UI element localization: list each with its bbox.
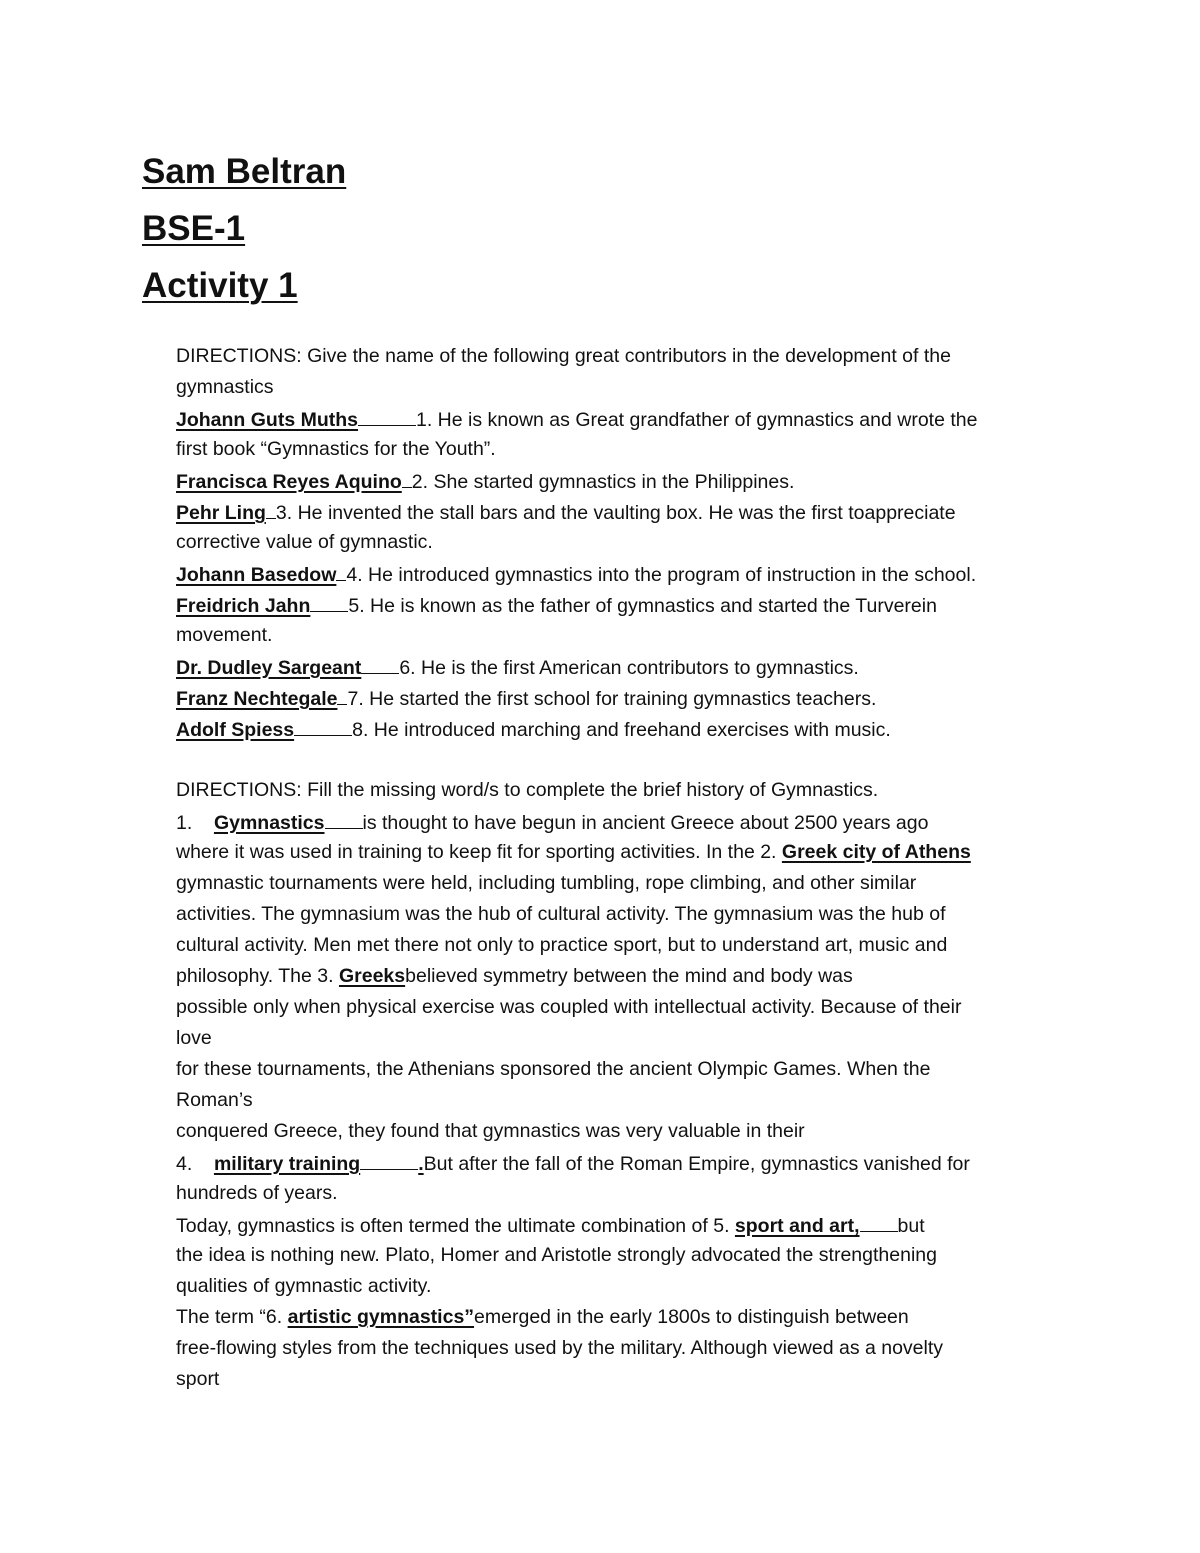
answer-blank [294,713,352,736]
student-name: Sam Beltran [142,152,347,191]
fill-answer: artistic gymnastics” [287,1306,475,1328]
history-line: qualities of gymnastic activity. [176,1275,432,1297]
answer-blank [266,496,276,519]
contributor-item-3 [176,496,1076,527]
contributor-clue-cont: corrective value of gymnastic. [176,531,433,553]
contributor-answer: Franz Nechtegale [176,688,338,710]
fill-answer: Greeks [338,965,406,987]
contributor-clue: 7. He started the first school for training gymnastics teachers. [347,688,877,710]
history-line: love [176,1027,212,1049]
part1-directions: DIRECTIONS: Give the name of the following great contributors in the development of the [176,345,951,367]
part1-directions-cont: gymnastics [176,376,274,398]
contributor-item-7 [176,682,1076,713]
contributor-clue: 3. He invented the stall bars and the vaulting box. He was the first toappreciate [275,502,956,524]
history-line [176,1302,1076,1333]
history-line: sport [176,1368,220,1390]
history-line: Roman’s [176,1089,253,1111]
history-line: possible only when physical exercise was coupled with intellectual activity. Because of their [176,996,962,1018]
item-number: 4. [176,1153,193,1175]
contributor-clue: 5. He is known as the father of gymnastics and started the Turverein [348,595,937,617]
contributor-answer: Francisca Reyes Aquino [176,471,402,493]
history-text: but [897,1215,925,1237]
fill-answer: military training [213,1153,361,1175]
contributor-clue-cont: first book “Gymnastics for the Youth”. [176,438,496,460]
answer-blank [310,589,348,612]
contributor-answer: Adolf Spiess [176,719,295,741]
history-text: emerged in the early 1800s to distinguish between [474,1306,909,1328]
history-text: is thought to have begun in ancient Greece about 2500 years ago [362,812,929,834]
contributor-item-4 [176,558,1076,589]
answer-blank [402,465,412,488]
fill-answer-period: . [418,1153,424,1175]
student-section: BSE-1 [142,209,246,248]
history-text: where it was used in training to keep fit for sporting activities. In the 2. [176,841,777,863]
contributor-clue: 2. She started gymnastics in the Philippines. [411,471,795,493]
paragraph-gap [176,744,1076,775]
fill-answer: sport and art, [734,1215,860,1237]
part2-directions: DIRECTIONS: Fill the missing word/s to complete the brief history of Gymnastics. [176,779,879,801]
answer-blank [337,682,347,705]
history-line: cultural activity. Men met there not only to practice sport, but to understand art, music and [176,934,948,956]
fill-answer: Gymnastics [213,812,325,834]
history-line: free-flowing styles from the techniques used by the military. Although viewed as a novelty [176,1337,944,1359]
history-text: Today, gymnastics is often termed the ultimate combination of 5. [176,1215,730,1237]
history-text: believed symmetry between the mind and body was [405,965,853,987]
history-text: But after the fall of the Roman Empire, gymnastics vanished for [423,1153,970,1175]
history-line: the idea is nothing new. Plato, Homer and Aristotle strongly advocated the strengthening [176,1244,937,1266]
history-line: gymnastic tournaments were held, including tumbling, rope climbing, and other similar [176,872,917,894]
history-line [176,806,1076,837]
activity-title: Activity 1 [142,266,298,305]
contributor-answer: Freidrich Jahn [176,595,311,617]
item-number: 1. [176,812,193,834]
history-line [176,961,1076,992]
history-line: activities. The gymnasium was the hub of cultural activity. The gymnasium was the hub of [176,903,946,925]
history-line: for these tournaments, the Athenians sponsored the ancient Olympic Games. When the [176,1058,931,1080]
fill-answer: Greek city of Athens [781,841,971,863]
answer-blank [325,806,363,829]
answer-blank [358,403,416,426]
contributor-clue: 4. He introduced gymnastics into the program of instruction in the school. [346,564,977,586]
history-line: conquered Greece, they found that gymnastics was very valuable in their [176,1120,805,1142]
history-line [176,837,1076,868]
contributor-item-5 [176,589,1076,620]
contributor-answer: Pehr Ling [176,502,266,524]
contributor-item-8 [176,713,1076,744]
contributor-item-2 [176,465,1076,496]
contributor-clue: 1. He is known as Great grandfather of gymnastics and wrote the [416,409,978,431]
answer-blank [360,1147,418,1170]
history-line: hundreds of years. [176,1182,338,1204]
contributor-clue-cont: movement. [176,624,273,646]
contributor-item-1 [176,403,1076,434]
activity-body [176,341,1076,1395]
contributor-answer: Johann Basedow [176,564,337,586]
history-line [176,1209,1076,1240]
contributor-clue: 8. He introduced marching and freehand exercises with music. [352,719,891,741]
contributor-answer: Johann Guts Muths [176,409,358,431]
answer-blank [361,651,399,674]
answer-blank [860,1209,898,1232]
answer-blank [336,558,346,581]
history-line [176,1147,1076,1178]
contributor-answer: Dr. Dudley Sargeant [176,657,362,679]
contributor-clue: 6. He is the first American contributors to gymnastics. [399,657,859,679]
contributor-item-6 [176,651,1076,682]
history-text: philosophy. The 3. [176,965,334,987]
history-text: The term “6. [176,1306,283,1328]
